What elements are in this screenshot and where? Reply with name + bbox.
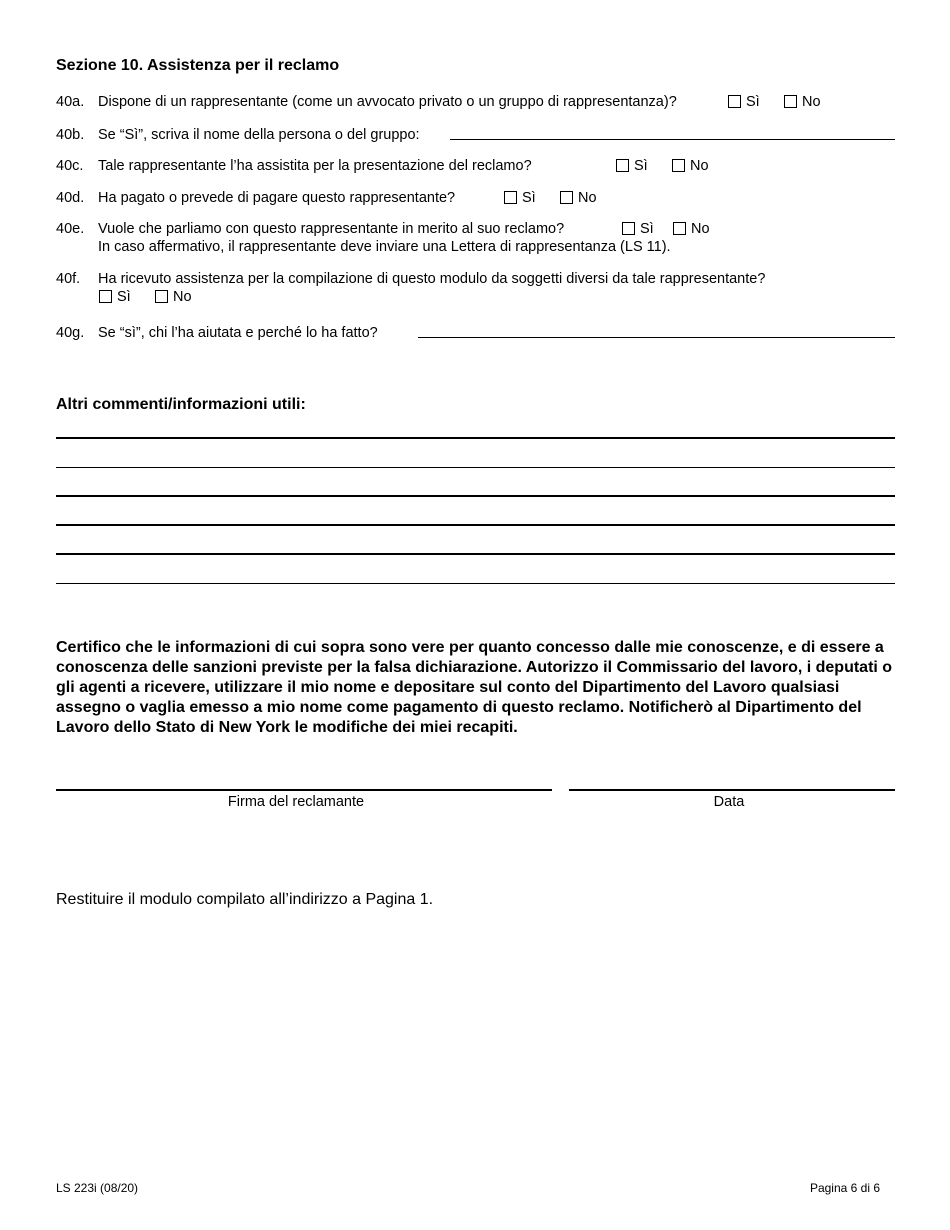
option-label: No (690, 158, 709, 174)
certification-statement: Certifico che le informazioni di cui sopra sono vere per quanto concesso dalle mie conoscenze, e di essere a conoscenza delle sanzioni previste per la falsa dichiarazione. Autorizzo il Commissario del lavoro, i deputati o gli agenti a ricevere, utilizzare il mio nome e depositare sul conto del Dipartimento del Lavoro qualsiasi assegno o vaglia emesso a mio nome come pagamento di questo reclamo. Notificherò al Dipartimento del Lavoro dello Stato di New York le modifiche dei miei recapiti. (56, 639, 893, 736)
option-label: No (173, 289, 192, 305)
option-label: Sì (640, 221, 654, 237)
comments-title: Altri commenti/informazioni utili: (56, 396, 306, 413)
question-text: Se “sì”, chi l’ha aiutata e perché lo ha fatto? (98, 325, 378, 341)
return-instruction: Restituire il modulo compilato all’indirizzo a Pagina 1. (56, 891, 434, 908)
comment-line-1[interactable] (56, 437, 895, 439)
signature-field[interactable] (56, 789, 552, 791)
option-label: Sì (522, 190, 536, 206)
comment-line-5[interactable] (56, 553, 895, 555)
comment-line-4[interactable] (56, 524, 895, 526)
question-text: Ha ricevuto assistenza per la compilazione di questo modulo da soggetti diversi da tale rappresentante? (98, 271, 766, 287)
question-note: In caso affermativo, il rappresentante deve inviare una Lettera di rappresentanza (LS 11). (98, 239, 671, 255)
checkbox-40f-no[interactable] (155, 290, 168, 303)
option-40c-yes[interactable] (616, 157, 648, 175)
option-40a-yes[interactable] (728, 93, 760, 111)
option-label: Sì (746, 94, 760, 110)
checkbox-40f-yes[interactable] (99, 290, 112, 303)
comment-line-2[interactable] (56, 467, 895, 468)
option-40f-yes[interactable] (99, 288, 131, 306)
checkbox-40e-no[interactable] (673, 222, 686, 235)
checkbox-40d-yes[interactable] (504, 191, 517, 204)
option-label: No (802, 94, 821, 110)
date-field[interactable] (569, 789, 895, 791)
option-label: Sì (117, 289, 131, 305)
question-number: 40d. (56, 190, 85, 206)
checkbox-40e-yes[interactable] (622, 222, 635, 235)
option-label: Sì (634, 158, 648, 174)
question-number: 40b. (56, 127, 85, 143)
checkbox-40c-no[interactable] (672, 159, 685, 172)
section-title: Sezione 10. Assistenza per il reclamo (56, 57, 340, 74)
checkbox-40a-yes[interactable] (728, 95, 741, 108)
option-40d-yes[interactable] (504, 189, 536, 207)
question-text: Ha pagato o prevede di pagare questo rappresentante? (98, 190, 456, 206)
comment-line-6[interactable] (56, 583, 895, 584)
option-40d-no[interactable] (560, 189, 597, 207)
question-number: 40f. (56, 271, 81, 287)
checkbox-40a-no[interactable] (784, 95, 797, 108)
checkbox-40d-no[interactable] (560, 191, 573, 204)
question-number: 40c. (56, 158, 84, 174)
helper-info-field[interactable] (418, 337, 895, 338)
date-label: Data (713, 794, 745, 810)
form-id: LS 223i (08/20) (56, 1181, 139, 1195)
question-number: 40a. (56, 94, 85, 110)
comment-line-3[interactable] (56, 495, 895, 497)
option-40f-no[interactable] (155, 288, 192, 306)
question-text: Se “Sì”, scriva il nome della persona o del gruppo: (98, 127, 420, 143)
question-number: 40g. (56, 325, 85, 341)
question-text: Tale rappresentante l’ha assistita per la presentazione del reclamo? (98, 158, 532, 174)
page-number: Pagina 6 di 6 (809, 1181, 880, 1195)
option-40e-no[interactable] (673, 220, 710, 238)
option-label: No (691, 221, 710, 237)
question-text: Vuole che parliamo con questo rappresentante in merito al suo reclamo? (98, 221, 565, 237)
option-40e-yes[interactable] (622, 220, 654, 238)
option-40a-no[interactable] (784, 93, 821, 111)
option-label: No (578, 190, 597, 206)
question-text: Dispone di un rappresentante (come un avvocato privato o un gruppo di rappresentanza)? (98, 94, 677, 110)
option-40c-no[interactable] (672, 157, 709, 175)
representative-name-field[interactable] (450, 139, 895, 140)
checkbox-40c-yes[interactable] (616, 159, 629, 172)
signature-label: Firma del reclamante (227, 794, 365, 810)
question-number: 40e. (56, 221, 85, 237)
